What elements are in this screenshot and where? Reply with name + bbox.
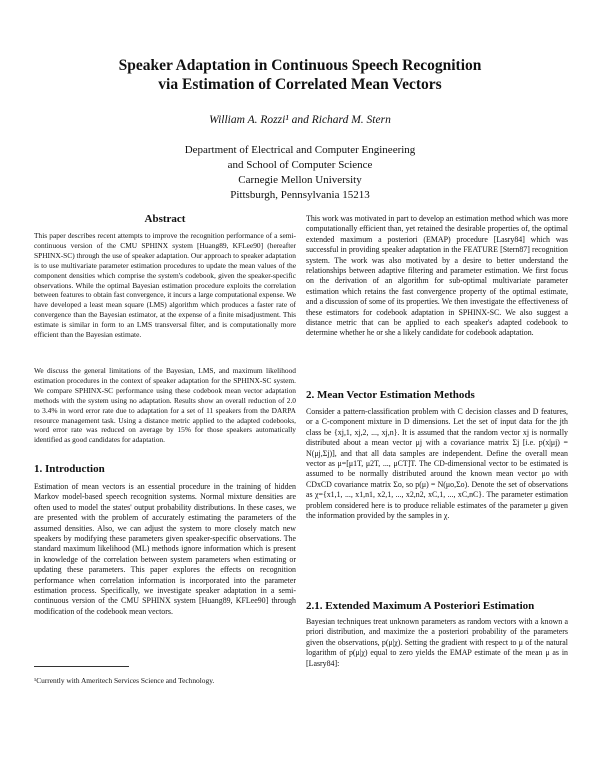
section-2-1-heading: 2.1. Extended Maximum A Posteriori Estimation [306,600,535,612]
footnote: ¹Currently with Ameritech Services Science and Technology. [34,676,215,685]
abstract-paragraph-1: This paper describes recent attempts to improve the recognition performance of a semi-continuous version of the CMU SPHINX system [Huang89, KFLee90] (hereafter SPHINX-SC) through the use of speaker adaptation. Our approach to speaker adaptation is to use multivariate parameter estimation procedures to update the mean values of the component densities which comprise the system's codebook, given the speaker-specific observations. While the optimal Bayesian estimation procedure exploits the correlation between features to obtain fast convergence, it incurs a large computational expense. We have developed a least mean square (LMS) algorithm which produces a faster rate of convergence than the Bayesian estimator, at the expense of a finite misadjustment. This estimate is similar in form to an LMS transversal filter, and is computationally more efficient than the Bayesian estimate. [34,231,296,340]
section-2-1-paragraph: Bayesian techniques treat unknown parameters as random vectors with a known a priori distribution, and maximize the a posteriori probability of the parameters given the observations, p(μ|χ). Setting the gradient with respect to μ of the natural logarithm of p(μ|χ) equal to zero yields the EMAP estimate of the mean μ as in [Lasry84]: [306,617,568,668]
affiliation-line-1: Department of Electrical and Computer Engineering [184,144,416,156]
paper-title-line-2: via Estimation of Correlated Mean Vectors [158,76,442,93]
introduction-paragraph: Estimation of mean vectors is an essential procedure in the training of hidden Markov model-based speech recognition systems. Normal mixture densities are often used to model the states' output probability distributions. In these cases, we are presented with the problem of accurately estimating the parameters of the assumed densities. Also, we can adjust the system to more closely match new speakers by modifying these parameters given speaker-specific observations. The standard maximum likelihood (ML) methods ignore information which is present in knowledge of the correlation between system parameters when estimating or updating these parameters. This paper explores the effects on recognition performance when correlation information is incorporated into the parameter estimation process. Specifically, we investigate speaker adaptation in a semi-continuous version of the CMU SPHINX system [Huang89, KFLee90] through modification of the codebook mean vectors. [34,482,296,616]
section-2-paragraph: Consider a pattern-classification problem with C decision classes and D features, or a C-component mixture in D dimensions. Let the set of input data for the jth class be {xj,1, xj,2, ..., xj,n}. It is assumed that the random vector xj is normally distributed about a mean vector μj with a covariance matrix Σj [i.e. p(x|μj) = N(μj,Σj)], and that all data samples are independent. Define the overall mean vector as μ=[μ1T, μ2T, ..., μCT]T. The CD-dimensional vector to be estimated is assumed to be normally distributed around the known mean vector μo with CDxCD covariance matrix Σo, so p(μ) = N(μo,Σo). Denote the set of observations as χ={x1,1, ..., x1,n1, x2,1, ..., x2,n2, xC,1, ..., xC,nC}. The parameter estimation problem considered here is to produce reliable estimates of the parameter μ given the information provided by the samples in χ. [306,407,568,521]
abstract-heading: Abstract [144,213,186,225]
paper-title-line-1: Speaker Adaptation in Continuous Speech Recognition [118,57,482,74]
affiliation-line-3: Carnegie Mellon University [238,174,362,186]
abstract-paragraph-2: We discuss the general limitations of the Bayesian, LMS, and maximum likelihood estimation procedures in the context of speaker adaptation for the SPHINX-SC system. We compare SPHINX-SC performance using these codebook mean vector adaptation methods with the system using no adaptation. Results show an overall reduction of 2.0 to 3.4% in word error rate due to adaptation for a set of 11 speakers from the DARPA resource management task. Using a distance metric applied to the adapted codebooks, word error rate was reduced on average by 15% for those speakers automatically identified as good candidates for adaptation. [34,366,296,445]
affiliation-line-2: and School of Computer Science [227,159,373,171]
motivation-paragraph: This work was motivated in part to develop an estimation method which was more computationally efficient than, yet retained the desirable properties of, the optimal extended maximum a posteriori (EMAP) procedure [Lasry84] which was successful in providing speaker adaptation in the FEATURE [Stern87] recognition system. The work was also motivated by a desire to better understand the relationships between adaptive filtering and parameter estimation. We first focus on the derivation of an algorithm for sub-optimal multivariate parameter estimation which retains the fast convergence property of the optimal estimate, and a discussion of some of its properties. We then investigate the effectiveness of these estimators for codebook adaptation in SPHINX-SC. We also suggest a distance metric that can be applied to each speaker's adapted codebook to determine whether he or she a likely candidate for codebook adaptation. [306,214,568,338]
affiliation-line-4: Pittsburgh, Pennsylvania 15213 [230,189,370,201]
introduction-heading: 1. Introduction [34,463,105,475]
section-2-heading: 2. Mean Vector Estimation Methods [306,389,475,401]
paper-authors: William A. Rozzi¹ and Richard M. Stern [209,114,391,126]
footnote-rule [34,666,129,667]
